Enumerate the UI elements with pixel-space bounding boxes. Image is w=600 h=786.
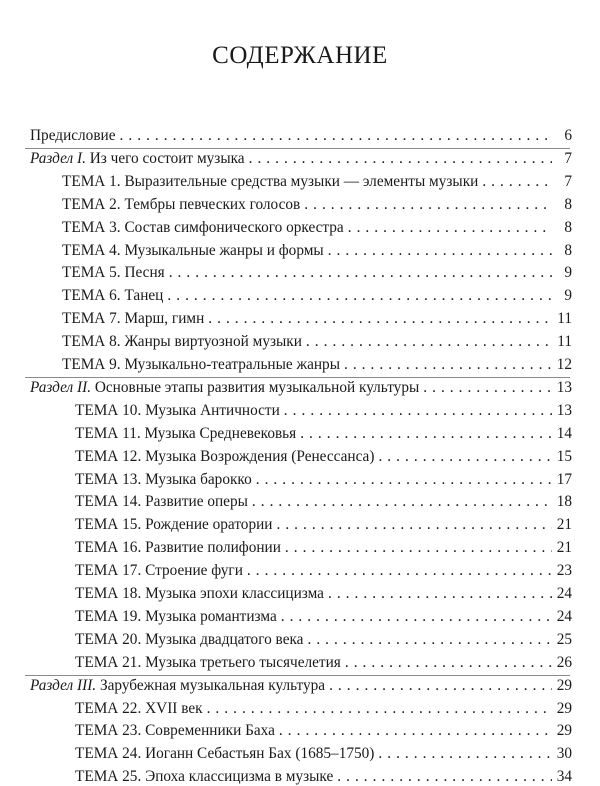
toc-section-title: Зарубежная музыкальная культура (96, 676, 326, 694)
toc-page-number: 8 (564, 241, 572, 259)
toc-page-number: 11 (557, 310, 572, 328)
toc-page-number: 21 (556, 539, 572, 557)
toc-entry-label: ТЕМА 6. Танец (62, 287, 164, 305)
toc-entry-label: ТЕМА 14. Развитие оперы (75, 493, 248, 511)
toc-page-number: 26 (556, 653, 572, 671)
toc-entry-label: ТЕМА 8. Жанры виртуозной музыки (62, 333, 302, 351)
toc-page-number: 6 (564, 127, 572, 144)
toc-row[interactable] (62, 191, 572, 214)
toc-entry-label: ТЕМА 23. Современники Баха (75, 722, 275, 740)
toc-page-number: 34 (556, 768, 572, 786)
toc-row[interactable] (62, 305, 572, 328)
toc-row[interactable] (75, 488, 572, 511)
dot-leader (167, 287, 552, 305)
toc-page-number: 18 (556, 493, 572, 511)
toc-entry-label: ТЕМА 18. Музыка эпохи классицизма (75, 585, 324, 602)
section-divider (25, 675, 570, 676)
toc-section-label (30, 677, 325, 695)
dot-leader (337, 768, 552, 786)
toc-section-title: Основные этапы развития музыкальной культуры (91, 378, 420, 396)
dot-leader (300, 425, 552, 443)
toc-row[interactable] (62, 328, 572, 351)
dot-leader (482, 173, 552, 191)
toc-page-number: 21 (556, 516, 572, 534)
toc-row[interactable] (62, 282, 572, 305)
section-divider (25, 377, 570, 378)
toc-page-number: 9 (564, 287, 572, 305)
dot-leader (328, 585, 552, 603)
toc-row[interactable] (75, 443, 572, 466)
toc-entry-label: ТЕМА 12. Музыка Возрождения (Ренессанса) (75, 447, 375, 465)
toc-row[interactable] (75, 466, 572, 489)
toc-section-title: Из чего состоит музыка (85, 149, 245, 167)
toc-section-number: Раздел III. (30, 676, 97, 694)
toc-page-number: 7 (564, 149, 572, 167)
toc-page-number: 17 (556, 470, 572, 488)
dot-leader (423, 379, 552, 397)
toc-section-label (30, 150, 245, 168)
toc-row[interactable] (62, 259, 572, 282)
toc-entry-label: ТЕМА 22. XVII век (75, 699, 203, 717)
toc-page-number: 11 (557, 333, 572, 351)
dot-leader (207, 700, 552, 718)
toc-page-number: 14 (556, 424, 572, 442)
toc-row[interactable] (75, 534, 572, 557)
toc-row[interactable] (75, 511, 572, 534)
dot-leader (378, 745, 552, 763)
toc-page-number: 30 (556, 745, 572, 763)
toc-row[interactable] (75, 740, 572, 763)
toc-entry-label: ТЕМА 13. Музыка барокко (75, 470, 252, 488)
toc-row[interactable] (75, 649, 572, 672)
toc-page-number: 9 (564, 264, 572, 282)
toc-row[interactable] (75, 763, 572, 786)
dot-leader (378, 448, 552, 466)
toc-entry-label: Предисловие (30, 127, 116, 144)
toc-entry-label: ТЕМА 25. Эпоха классицизма в музыке (75, 768, 334, 786)
dot-leader (279, 722, 552, 740)
toc-entry-label: ТЕМА 2. Тембры певческих голосов (62, 195, 301, 213)
toc-page-number: 29 (556, 722, 572, 740)
dot-leader (276, 516, 552, 534)
toc-page-number: 29 (556, 676, 572, 694)
toc-page-number: 13 (556, 401, 572, 419)
dot-leader (208, 310, 552, 328)
toc-row[interactable] (62, 168, 572, 191)
dot-leader (304, 196, 552, 214)
dot-leader (348, 219, 552, 237)
dot-leader (247, 562, 552, 580)
toc-section-number: Раздел I. (30, 149, 86, 167)
toc-entry-label: ТЕМА 20. Музыка двадцатого века (75, 630, 304, 648)
toc-row[interactable] (75, 557, 572, 580)
toc-row[interactable] (75, 580, 572, 603)
toc-page-number: 24 (556, 607, 572, 625)
dot-leader (284, 402, 552, 420)
toc-page-number: 24 (556, 585, 572, 602)
section-divider (25, 148, 570, 149)
dot-leader (281, 608, 552, 626)
toc-section-label (30, 379, 419, 397)
toc-row[interactable] (75, 397, 572, 420)
toc-entry-label: ТЕМА 1. Выразительные средства музыки — элементы музыки (62, 172, 479, 190)
dot-leader (328, 242, 552, 260)
toc-page-number: 29 (556, 699, 572, 717)
toc-entry-label: ТЕМА 17. Строение фуги (75, 562, 243, 580)
toc-entry-label: ТЕМА 15. Рождение оратории (75, 516, 273, 534)
toc-entry-label: ТЕМА 3. Состав симфонического оркестра (62, 218, 344, 236)
toc-page-number: 13 (556, 378, 572, 396)
toc-page-number: 25 (556, 630, 572, 648)
toc-row[interactable] (75, 420, 572, 443)
toc-entry-label: ТЕМА 16. Развитие полифонии (75, 539, 281, 557)
toc-section-number: Раздел II. (30, 378, 92, 396)
dot-leader (249, 150, 552, 168)
dot-leader (120, 127, 552, 145)
dot-leader (169, 264, 552, 282)
dot-leader (345, 654, 552, 672)
toc-page-number: 23 (556, 562, 572, 580)
dot-leader (306, 333, 552, 351)
toc-row[interactable] (62, 214, 572, 237)
toc-page-number: 8 (564, 218, 572, 236)
toc-row[interactable] (62, 237, 572, 260)
toc-page-number: 15 (556, 447, 572, 465)
toc-row[interactable] (75, 695, 572, 718)
toc-entry-label: ТЕМА 11. Музыка Средневековья (75, 424, 297, 442)
toc-entry-label: ТЕМА 7. Марш, гимн (62, 310, 205, 328)
dot-leader (344, 356, 552, 374)
toc-entry-label: ТЕМА 4. Музыкальные жанры и формы (62, 241, 324, 259)
page-title: СОДЕРЖАНИЕ (212, 42, 388, 69)
toc-row[interactable] (30, 122, 572, 145)
dot-leader (252, 493, 552, 511)
dot-leader (256, 471, 552, 489)
dot-leader (329, 677, 552, 695)
toc-entry-label: ТЕМА 9. Музыкально-театральные жанры (62, 356, 340, 373)
toc-page-number: 8 (564, 195, 572, 213)
toc-page-number: 12 (556, 356, 572, 373)
toc-page-number: 7 (564, 172, 572, 190)
toc-row[interactable] (75, 603, 572, 626)
toc-entry-label: ТЕМА 24. Иоганн Себастьян Бах (1685–1750) (75, 745, 375, 763)
toc-row[interactable] (75, 717, 572, 740)
toc-entry-label: ТЕМА 5. Песня (62, 264, 165, 282)
toc-entry-label: ТЕМА 10. Музыка Античности (75, 401, 280, 419)
toc-row[interactable] (75, 626, 572, 649)
dot-leader (307, 631, 552, 649)
toc-entry-label: ТЕМА 19. Музыка романтизма (75, 607, 277, 625)
toc-row[interactable] (62, 351, 572, 374)
toc-entry-label: ТЕМА 21. Музыка третьего тысячелетия (75, 653, 341, 671)
dot-leader (285, 539, 552, 557)
